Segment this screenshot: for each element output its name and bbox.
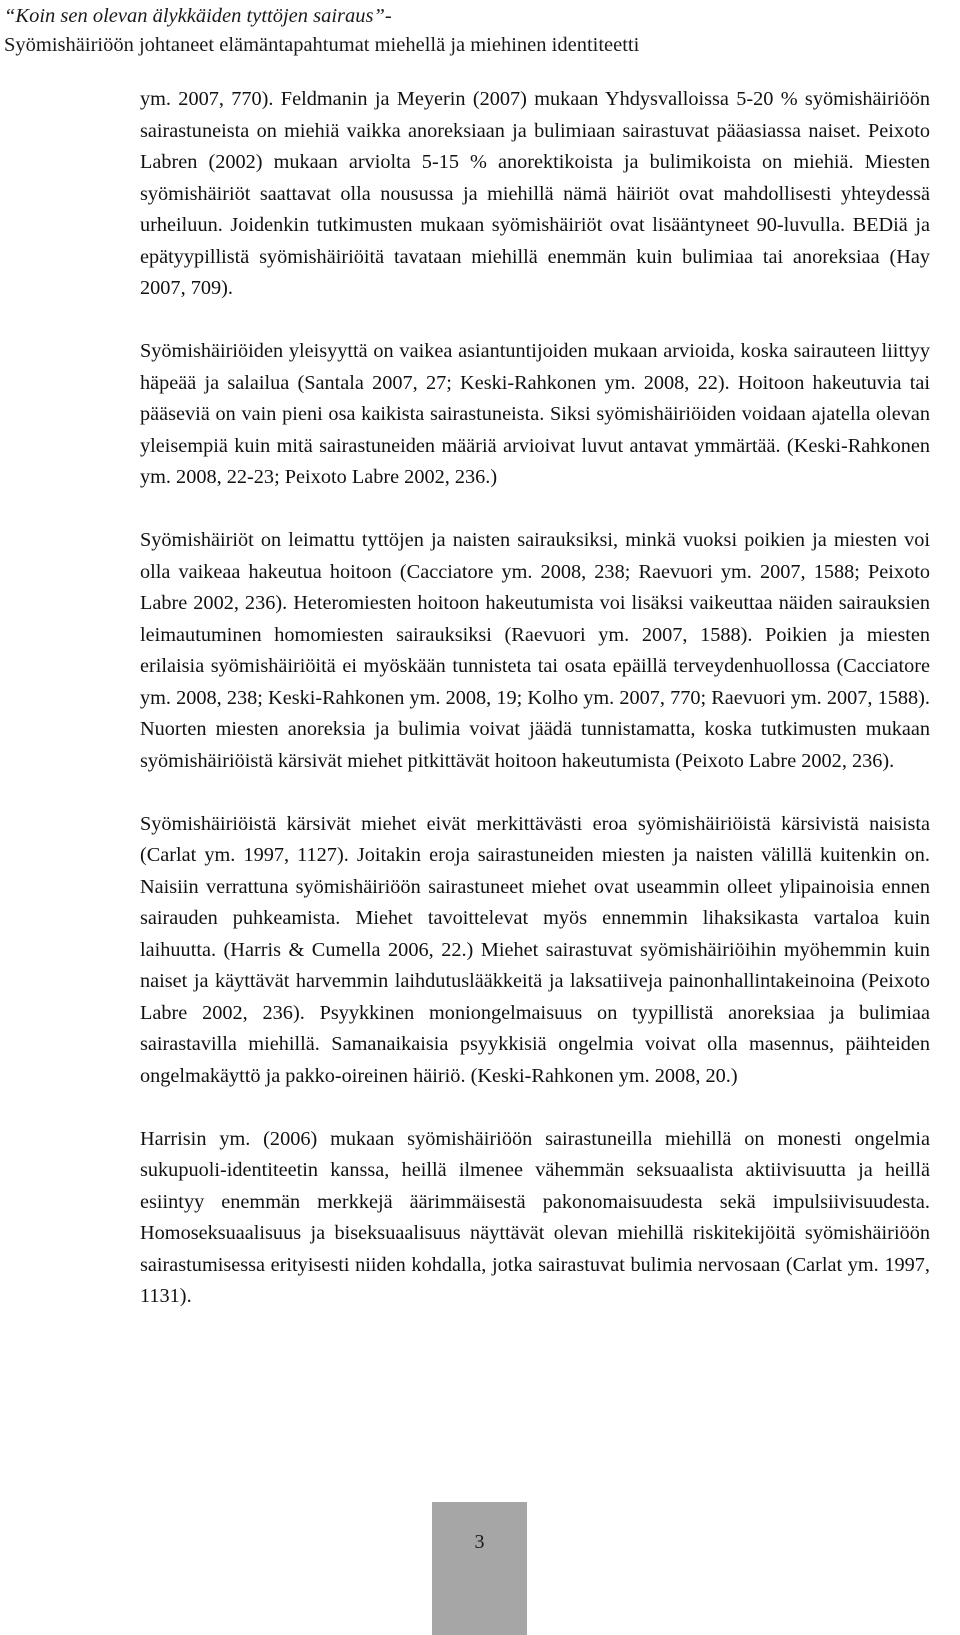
paragraph-3: Syömishäiriöt on leimattu tyttöjen ja naisten sairauksiksi, minkä vuoksi poikien ja miesten voi olla vaikeaa hakeutua hoitoon (Cacciatore ym. 2008, 238; Raevuori ym. 2007, 1588; Peixoto Labre 2002, 236). Heteromiesten hoitoon hakeutumista voi lisäksi vaikeuttaa näiden sairauksien leimautuminen homomiesten sairauksiksi (Raevuori ym. 2007, 1588). Poikien ja miesten erilaisia syömishäiriöitä ei myöskään tunnisteta tai osata epäillä terveydenhuollossa (Cacciatore ym. 2008, 238; Keski-Rahkonen ym. 2008, 19; Kolho ym. 2007, 770; Raevuori ym. 2007, 1588). Nuorten miesten anoreksia ja bulimia voivat jäädä tunnistamatta, koska tutkimusten mukaan syömishäiriöistä kärsivät miehet pitkittävät hoitoon hakeutumista (Peixoto Labre 2002, 236). (140, 529, 930, 772)
paragraph-4: Syömishäiriöistä kärsivät miehet eivät merkittävästi eroa syömishäiriöistä kärsivistä naisista (Carlat ym. 1997, 1127). Joitakin eroja sairastuneiden miesten ja naisten välillä kuitenkin on. Naisiin verrattuna syömishäiriöön sairastuneet miehet ovat useammin olleet ylipainoisia ennen sairauden puhkeamista. Miehet tavoittelevat myös ennemmin lihaksikasta vartaloa kuin laihuutta. (Harris & Cumella 2006, 22.) Miehet sairastuvat syömishäiriöihin myöhemmin kuin naiset ja käyttävät harvemmin laihdutuslääkkeitä ja laksatiiveja painonhallintakeinoina (Peixoto Labre 2002, 236). Psyykkinen moniongelmaisuus on tyypillistä anoreksiaa ja bulimiaa sairastavilla miehillä. Samanaikaisia psyykkisiä ongelmia voivat olla masennus, päihteiden ongelmakäyttö ja pakko-oireinen häiriö. (Keski-Rahkonen ym. 2008, 20.) (140, 812, 930, 1087)
page-number: 3 (474, 1531, 485, 1553)
paragraph-5: Harrisin ym. (2006) mukaan syömishäiriöön sairastuneilla miehillä on monesti ongelmia sukupuoli-identiteetin kanssa, heillä ilmenee vähemmän seksuaalista aktiivisuutta ja heillä esiintyy enemmän merkkejä äärimmäisestä pakonomaisuudesta sekä impulsiivisuudesta. Homoseksuaalisuus ja biseksuaalisuus näyttävät olevan miehillä riskitekijöitä syömishäiriöön sairastumisessa erityisesti niiden kohdalla, jotka sairastuvat bulimia nervosaan (Carlat ym. 1997, 1131). (140, 1127, 930, 1307)
paragraph-1: ym. 2007, 770). Feldmanin ja Meyerin (2007) mukaan Yhdysvalloissa 5-20 % syömishäiriöön sairastuneista on miehiä vaikka anoreksiaan ja bulimiaan sairastuvat pääasiassa naiset. Peixoto Labren (2002) mukaan arviolta 5-15 % anorektikoista ja bulimikoista on miehiä. Miesten syömishäiriöt saattavat olla nousussa ja miehillä nämä häiriöt ovat mahdollisesti yhteydessä urheiluun. Joidenkin tutkimusten mukaan syömishäiriöt ovat lisääntyneet 90-luvulla. BEDiä ja epätyypillistä syömishäiriöitä tavataan miehillä enemmän kuin bulimiaa tai anoreksiaa (Hay 2007, 709). (140, 88, 930, 299)
document-subtitle: Syömishäiriöön johtaneet elämäntapahtumat miehellä ja miehinen identiteetti (4, 34, 640, 56)
running-header (4, 2, 954, 60)
paragraph-2: Syömishäiriöiden yleisyyttä on vaikea asiantuntijoiden mukaan arvioida, koska sairauteen liittyy häpeää ja salailua (Santala 2007, 27; Keski-Rahkonen ym. 2008, 22). Hoitoon hakeutuvia tai pääseviä on vain pieni osa kaikista sairastuneista. Siksi syömishäiriöiden voidaan ajatella olevan yleisempiä kuin mitä sairastuneiden määriä arvioivat luvut antavat ymmärtää. (Keski-Rahkonen ym. 2008, 22-23; Peixoto Labre 2002, 236.) (140, 340, 930, 488)
document-title: “Koin sen olevan älykkäiden tyttöjen sairaus”- (4, 5, 392, 27)
body-text (140, 84, 930, 1313)
page-number-box (432, 1502, 527, 1635)
